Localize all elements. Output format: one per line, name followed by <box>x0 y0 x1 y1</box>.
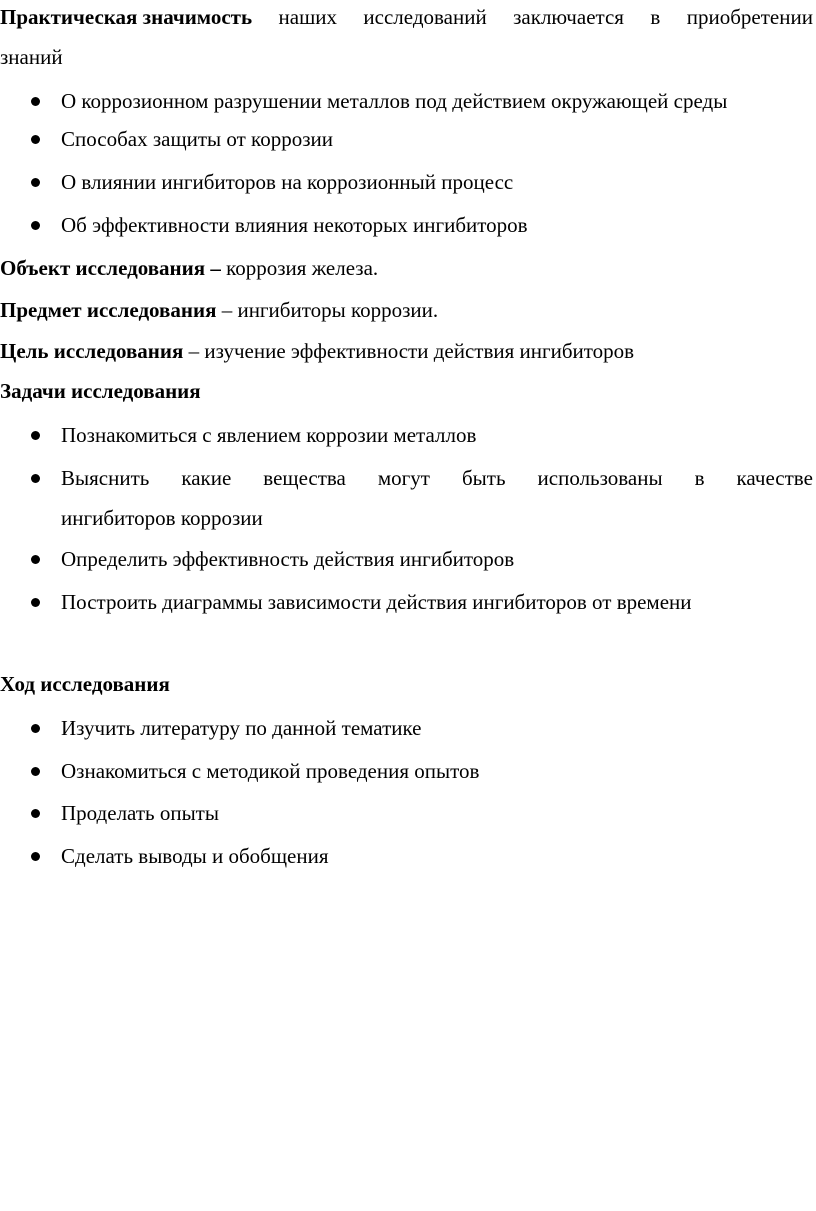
bullet-icon <box>31 555 40 564</box>
intro-word: приобретении <box>686 5 813 29</box>
bullet-icon <box>31 724 40 733</box>
bullet-icon <box>31 221 40 230</box>
task-word: качестве <box>736 466 813 490</box>
progress-heading-text: Ход исследования <box>0 672 170 696</box>
bullet-icon <box>31 431 40 440</box>
intro-word: исследований <box>363 5 487 29</box>
bullet-icon <box>31 767 40 776</box>
list-item-text: Об эффективности влияния некоторых ингибиторов <box>61 213 528 237</box>
progress-heading <box>0 671 170 697</box>
intro-word: заключается <box>513 5 624 29</box>
intro-word: в <box>650 5 661 29</box>
bullet-icon <box>31 474 40 483</box>
bullet-icon <box>31 809 40 818</box>
list-item-continuation: ингибиторов коррозии <box>61 506 263 530</box>
goal-line <box>0 338 634 364</box>
object-label: Объект исследования – <box>0 256 221 280</box>
task-word: какие <box>181 466 232 490</box>
tasks-heading <box>0 378 201 404</box>
task-word: использованы <box>537 466 663 490</box>
list-item-text: Построить диаграммы зависимости действия ингибиторов от времени <box>61 590 692 614</box>
tasks-heading-text: Задачи исследования <box>0 379 201 403</box>
list-item-text: Проделать опыты <box>61 801 219 825</box>
list-item-text: Способах защиты от коррозии <box>61 127 333 151</box>
list-item-text: Сделать выводы и обобщения <box>61 844 329 868</box>
intro-line <box>0 4 813 30</box>
list-item-text: Ознакомиться с методикой проведения опытов <box>61 759 480 783</box>
list-item-text: Изучить литературу по данной тематике <box>61 716 422 740</box>
goal-label: Цель исследования <box>0 339 184 363</box>
task-word: могут <box>377 466 430 490</box>
bullet-icon <box>31 178 40 187</box>
bullet-icon <box>31 852 40 861</box>
list-item-text: Познакомиться с явлением коррозии металлов <box>61 423 477 447</box>
bullet-icon <box>31 135 40 144</box>
intro-continuation: знаний <box>0 45 63 69</box>
list-item-text: О коррозионном разрушении металлов под действием окружающей среды <box>61 89 728 113</box>
goal-text: – изучение эффективности действия ингибиторов <box>183 339 635 363</box>
task-word: вещества <box>263 466 346 490</box>
object-text: коррозия железа. <box>220 256 379 280</box>
task-word: быть <box>461 466 506 490</box>
intro-bold: Практическая значимость <box>0 5 253 29</box>
list-item-text: Определить эффективность действия ингибиторов <box>61 547 515 571</box>
task-word: в <box>694 466 705 490</box>
bullet-icon <box>31 97 40 106</box>
subject-label: Предмет исследования <box>0 298 217 322</box>
bullet-icon <box>31 598 40 607</box>
object-line <box>0 255 378 281</box>
intro-word: наших <box>278 5 337 29</box>
subject-text: – ингибиторы коррозии. <box>216 298 439 322</box>
task-word: Выяснить <box>61 466 150 490</box>
subject-line <box>0 297 438 323</box>
list-item-text: О влиянии ингибиторов на коррозионный процесс <box>61 170 514 194</box>
list-item-justified-line <box>61 465 813 491</box>
